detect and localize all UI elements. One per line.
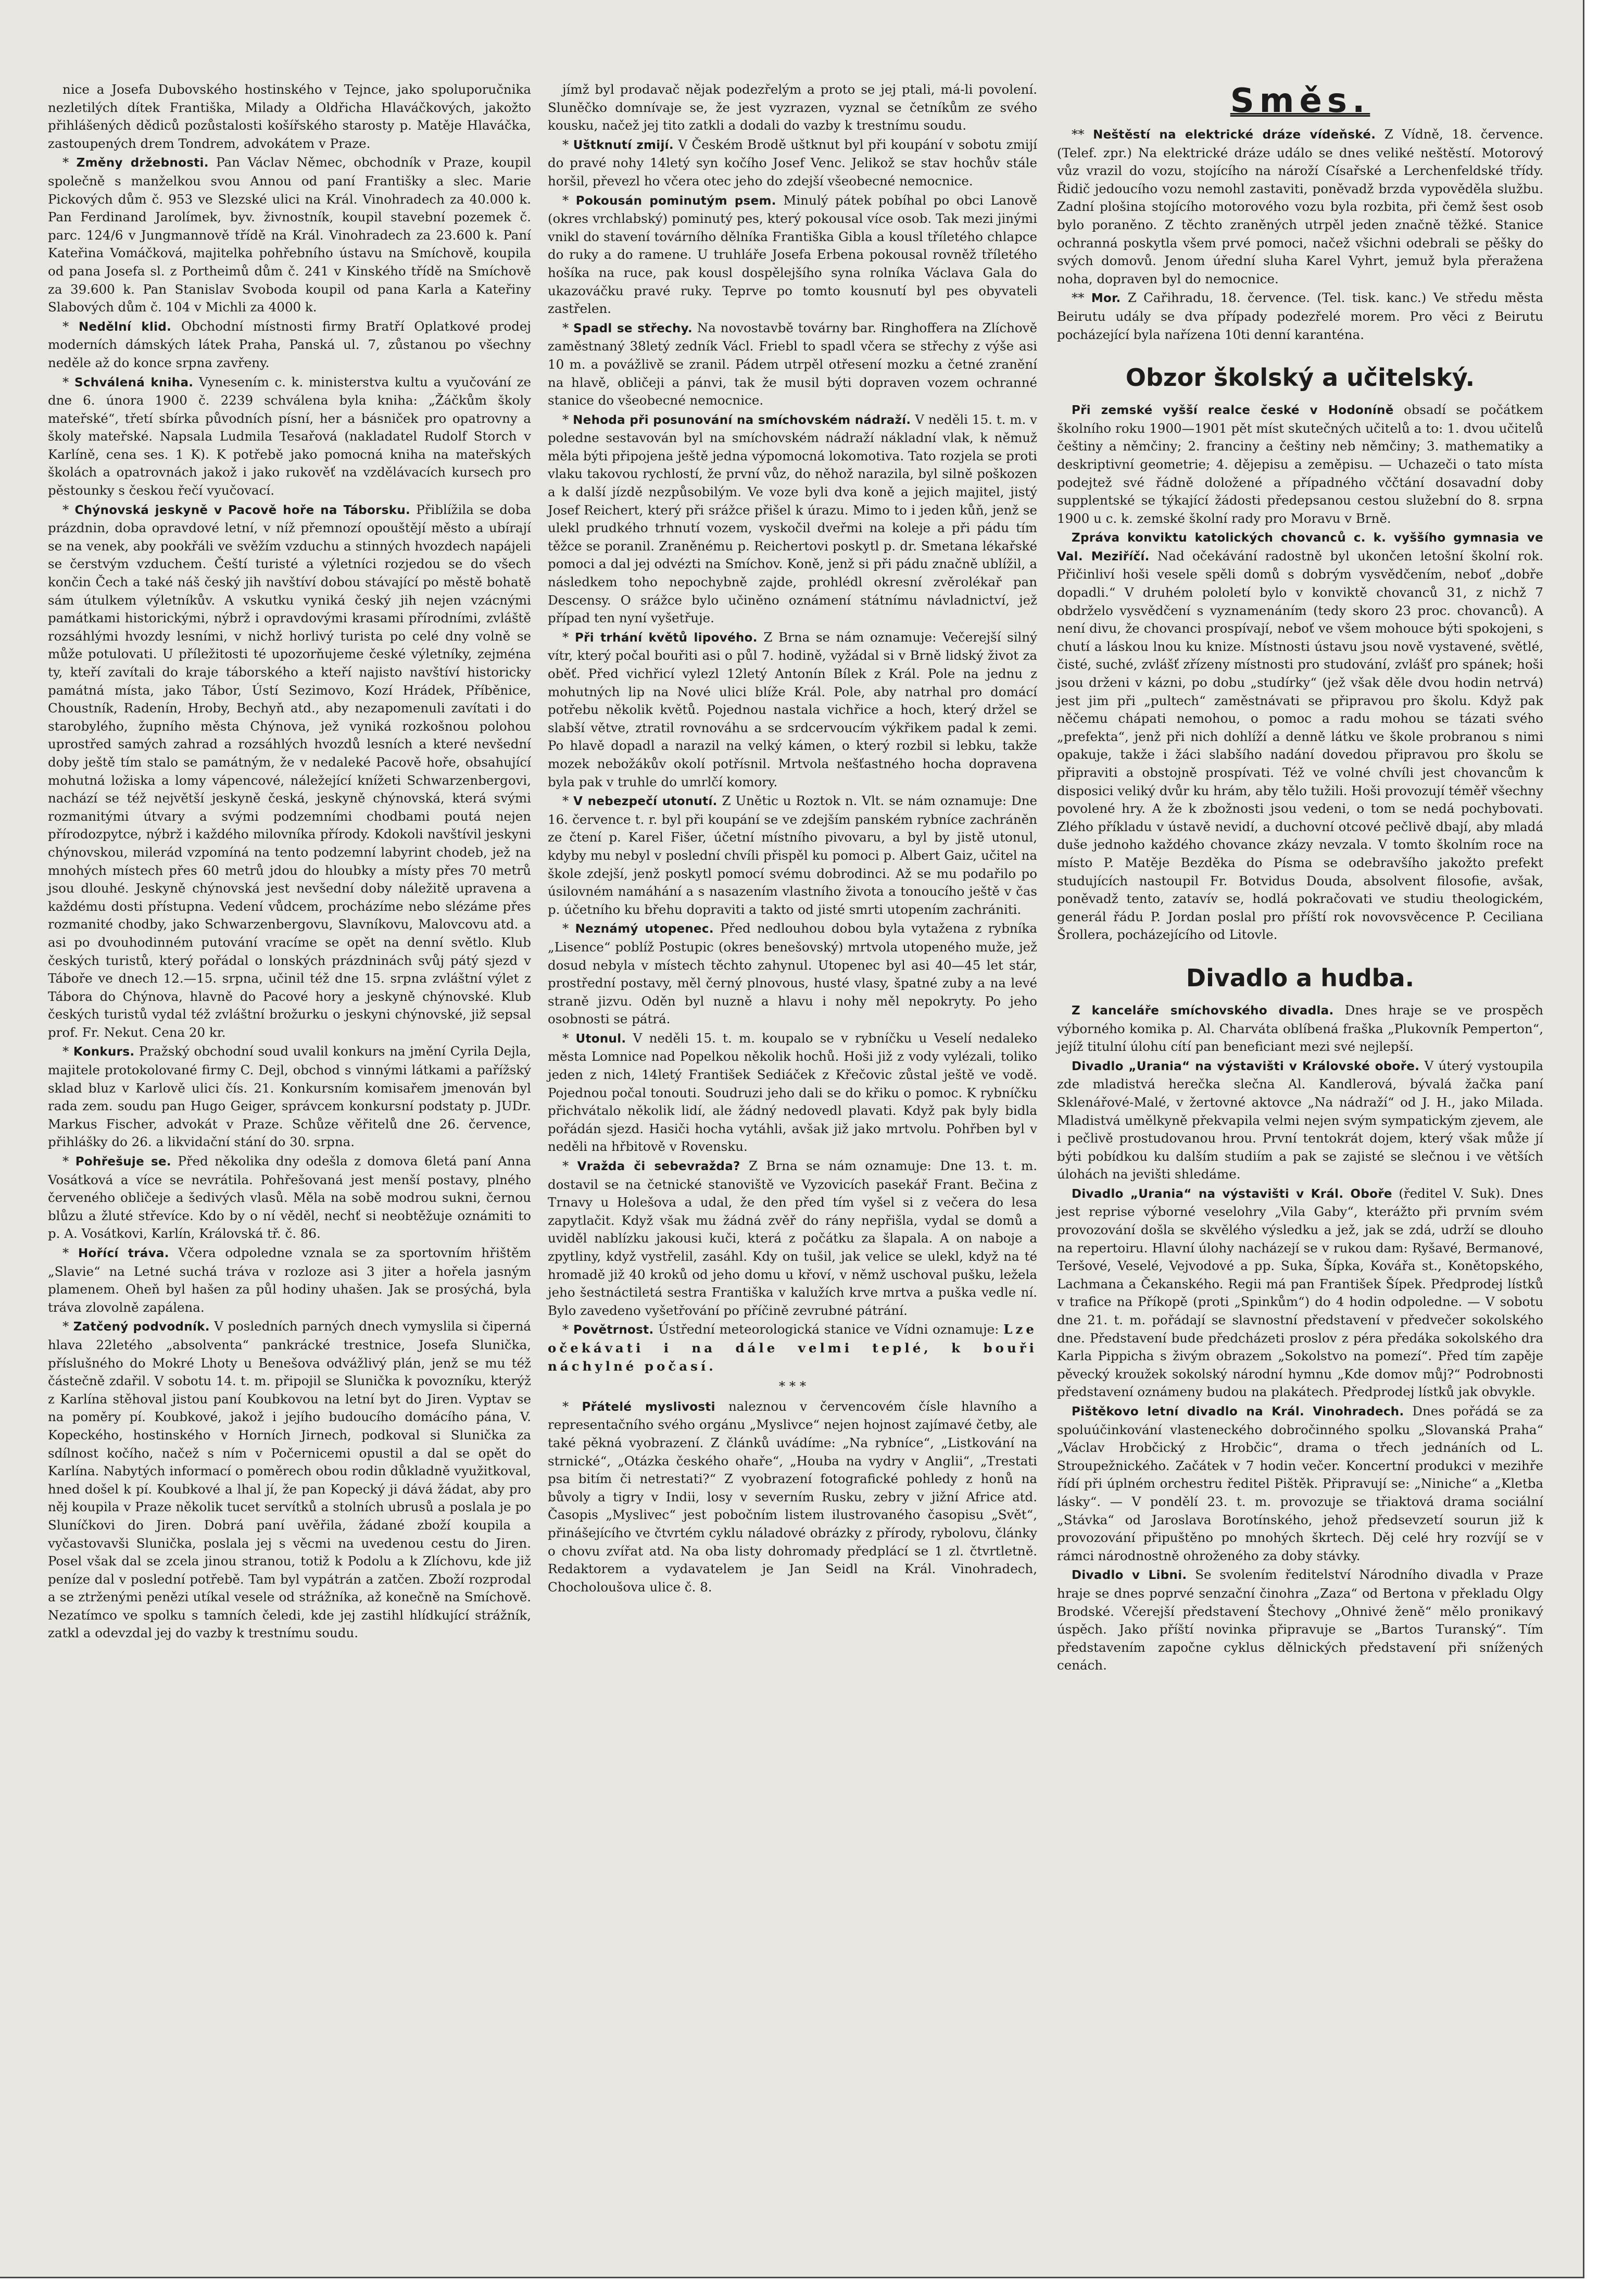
article: * Chýnovská jeskyně v Pacově hoře na Táborsku. Přiblížila se doba prázdnin, doba opravdové letní, v níž přemnozí opouštějí město a ubírají se na venek, aby pookřáli ve svěžím vzduchu a stinných hvozdech napájeli se čerstvým vzduchem. Čeští turisté a výletníci rozjedou se do všech končin Čech a také náš český jih navštíví dobou stávající po městě bohatě sám útulkem výletníkův. A vskutku vyniká český jih nejen vzácnými památkami historickými, nýbrž i opravdovými krasami přírodními, zvláště rozsáhlými hvozdy lesními, v nichž horlivý turista po celé dny volně se může potulovati. U příležitosti té upozorňujeme české výletníky, zejména ty, kteří zavítali do kraje táborského a kteří najisto navštíví historicky památná místa, jako Tábor, Ústí Sezimovo, Kozí Hrádek, Příběnice, Choustník, Radenín, Hroby, Bechyň atd., aby nezapomenuli zavítati i do starobylého, župního města Chýnova, jež vyniká rozkošnou polohou uprostřed samých zahrad a rozsáhlých hvozdů lesních a které nevšední doby ještě tím stalo se památným, že v nedaleké Pacově hoře, obsahující mohutná ložiska a lomy vápencové, náležející knížeti Schwarzenbergovi, nachází se též největší jeskyně česká, jeskyně chýnovská, která svými rozmanitými útvary a svými podzemními chodbami poutá nejen přírodozpytce, nýbrž i každého milovníka přírody. Kdokoli navštívil jeskyni chýnovskou, milerád vzpomíná na tento podzemní labyrint chodeb, jež na mnohých místech přes 60 metrů jdou do hloubky a místy přes 70 metrů jsou dlouhé. Jeskyně chýnovská jest nevšední doby náležitě upravena a každému dosti přístupna. Vedení vůdcem, procházíme nebo slézáme přes rozmanité chodby, jako Schwarzenbergovu, Slavníkovu, Malovcovu atd. a asi po dvouhodinném putování vracíme se opět na denní světlo. Klub českých turistů, který pořádal o lonských prázdninách svůj pátý sjezd v Táboře ve dnech 12.—15. srpna, učinil též dne 15. srpna zvláštní výlet z Tábora do Chýnova, hlavně do Pacové hory a jeskyně chýnovské. Klub českých turistů vydal též zvláštní brožurku o jeskyni chýnovské, již sepsal prof. Fr. Nekut. Cena 20 kr. [48, 501, 531, 1040]
article-body: Dnes pořádá se za spoluúčinkování vlasteneckého dobročinného spolku „Slovanská Praha“ „Václav Hrobčický z Hrobčic“, drama o třech jednáních od L. Stroupežnického. Začátek v 7 hodin večer. Koncertní produkci v mezihře řídí při úplném orchestru ředitel Pištěk. Připravují se: „Niniche“ a „Kletba lásky“. — V pondělí 23. t. m. provozuje se třiaktová drama sociální „Stávka“ od Jaroslava Borotínského, jehož předsevzetí sourun již k provozování připuštěno po mnohých škrtech. Děj celé hry rozvíjí se v rámci národnostně ohroženého za doby stávky. [1057, 1403, 1543, 1563]
article-heading: Povětrnost. [573, 1323, 654, 1337]
article-body: Dnes hraje se ve prospěch výborného komika p. Al. Charváta oblíbená fraška „Plukovník Pemperton“, jejíž titulní úlohu cítí pan beneficiant mezi své nejlepší. [1057, 1002, 1543, 1055]
article: * Utonul. V neděli 15. t. m. koupalo se v rybníčku u Veselí nedaleko města Lomnice nad Popelkou několik hochů. Hoši již z vody vylézali, toliko jeden z nich, 14letý František Sediáček z Křečovic zůstal ještě ve vodě. Pojednou počal tonouti. Soudruzi jeho dali se do křiku o pomoc. K rybníčku přichvátalo několik lidí, ale žádný nedovedl plavati. Když pak byly bidla pořádán sjezd. Hasiči hocha vytáhli, avšak již jako mrtvolu. Pohřben byl v neděli na hřbitově v Rovensku. [548, 1030, 1037, 1155]
column-3 [1057, 81, 1543, 1676]
article-body: V neděli 15. t. m. koupalo se v rybníčku u Veselí nedaleko města Lomnice nad Popelkou několik hochů. Hoši již z vody vylézali, toliko jeden z nich, 14letý František Sediáček z Křečovic zůstal ještě ve vodě. Pojednou počal tonouti. Soudruzi jeho dali se do křiku o pomoc. K rybníčku přichvátalo několik lidí, ale žádný nedovedl plavati. Když pak byly bidla pořádán sjezd. Hasiči hocha vytáhli, avšak již jako mrtvolu. Pohřben byl v neděli na hřbitově v Rovensku. [548, 1030, 1037, 1155]
article: jímž byl prodavač nějak podezřelým a proto se jej ptali, má-li povolení. Sluněčko domnívaje se, že jest vyzrazen, vyznal se četníkům ze svého kousku, načež jej tito zatkli a dodali do vazby k trestnímu soudu. [548, 82, 1037, 133]
article-heading: Zatčený podvodník. [73, 1320, 210, 1334]
article: * Povětrnost. Ústřední meteorologická stanice ve Vídni oznamuje: Lze očekávati i na dále velmi teplé, k bouři náchylné počasí. [548, 1322, 1038, 1374]
article: * Zatčený podvodník. V posledních parných dnech vymyslila si čiperná hlava 22letého „absolventa“ pankrácké trestnice, Josefa Slunička, příslušného do Mokré Lhoty u Benešova odvážlivý plán, jenž se mu též částečně zdařil. V sobotu 14. t. m. připojil se Slunička k povozníku, kterýž z Karlína stěhoval jistou paní Koubkovou na letní byt do Jiren. Vyptav se na poměry pí. Koubkové, jakož i jejího budoucího domácího pána, V. Kopeckého, hostinského v Horních Jirnech, podkoval si Slunička za sdílnost kočího, načež s ním v Počernicemi opustil a dal se opět do Karlína. Nabytých informací o poměrech obou rodin důkladně využitkoval, hned došel k pí. Koubkové a lhal jí, že pan Kopecký ji dává žádat, aby pro něj koupila v Praze několik tucet servítků a stolních ubrusů a poslala je po Sluníčkovi do Jiren. Dobrá paní uvěřila, žádané zboží koupila a vyčastovavši Slunička, poslala jej s věcmi na uvedenou cestu do Jiren. Posel však dal se zcela jinou stranou, totiž k Podolu a k Zlíchovu, kde již peníze dal v poslední potřebě. Tam byl vypátrán a zatčen. Zboží rozprodal a se ztrženými penězi utíkal vesele od strážníka, až konečně na Smíchově. Nezatímco ve spolku s tamních čeledi, kde jej zastihl hlídkující strážník, zatkl a odevzdal jej do vazby k trestnímu soudu. [48, 1319, 531, 1641]
article-heading: V nebezpečí utonutí. [573, 795, 717, 809]
article-body: Obchodní místnosti firmy Bratří Oplatkové prodej moderních dámských látek Praha, Panská ul. 7, zůstanou po všechny neděle až do konce srpna zavřeny. [48, 318, 531, 370]
article-body: Pražský obchodní soud uvalil konkurs na jmění Cyrila Dejla, majitele protokolované firmy C. Dejl, obchod s vinnými látkami a pařížský sklad bluz v Karlově ulici čís. 21. Konkursním komisařem jmenován byl rada zem. soudu pan Hugo Geiger, správcem konkursní podstaty p. JUDr. Markus Fischer, advokát v Praze. Schůze věřitelů dne 26. července, přihlášky do 26. a likvidační stání do 30. srpna. [48, 1044, 531, 1150]
article-heading: Při trhání květů lipového. [574, 631, 758, 645]
article: nice a Josefa Dubovského hostinského v Tejnce, jako spoluporučnika nezletilých dítek Františka, Milady a Oldřicha Hlaváčkových, jakožto přihlášených dědiců pozůstalosti košířského starosty p. Matěje Hlaváčka, zastoupených drem Tondrem, advokátem v Praze. [48, 82, 531, 151]
article [1057, 1185, 1543, 1401]
article [1057, 401, 1543, 528]
article-heading: Neznámý utopenec. [575, 922, 714, 936]
article-heading: Pohřešuje se. [75, 1155, 171, 1169]
article: * Spadl se střechy. Na novostavbě továrny bar. Ringhoffera na Zlíchově zaměstnaný 38letý zedník Václ. Friebl to spadl včera se střechy z výše asi 10 m. a povážlivě se zranil. Pádem utrpěl otřesení mozku a četné zranění na hlavě, obličeji a pánvi, tak že musil býti dopraven vozem ochranné stanice do všeobecné nemocnice. [548, 320, 1037, 408]
article [1057, 1402, 1543, 1565]
article-heading: Divadlo v Libni. [1072, 1569, 1187, 1583]
article-body: Ústřední meteorologická stanice ve Vídni oznamuje: [658, 1322, 999, 1337]
article: * V nebezpečí utonutí. Z Unětic u Roztok n. Vlt. se nám oznamuje: Dne 16. července t. r. byl při koupání se ve zdejším panském rybníce zachráněn ze čtení p. Karel Fišer, účetní místního pivovaru, a byl by jistě utonul, kdyby mu nebyl v poslední chvíli přispěl ku pomoci p. Albert Gaiz, učitel na škole zdejší, jenž poskytl pomocí svému dobrodinci. Až se mu podařilo po úsilovném namáhání a s nasazením vlastního života a tonoucího ještě v čas p. účetního ku břehu dopraviti a takto od jisté smrti utopením zachrániti. [548, 793, 1037, 917]
article-heading: Při zemské vyšší realce české v Hodoníně [1072, 404, 1394, 418]
article [1057, 1057, 1543, 1184]
section-title: Obzor školský a učitelský. [1125, 363, 1475, 392]
article-heading: Zpráva konviktu katolických chovanců c. k. vyššího gymnasia ve Val. Meziříčí. [1057, 531, 1543, 563]
article-heading: Vražda či sebevražda? [577, 1160, 740, 1174]
article-heading: Neštěstí na elektrické dráze vídeňské. [1093, 128, 1376, 142]
article: * Při trhání květů lipového. Z Brna se nám oznamuje: Večerejší silný vítr, který počal bouřiti asi o půl 7. hodině, vyžádal si v Brně lidský život za oběť. Před vichřicí vylezl 12letý Antonín Bílek z Král. Pole na jednu z mohutných lip na Nové ulici blíže Král. Pole, aby natrhal pro domácí potřebu několik květů. Pojednou nastala vichřice a hoch, který držel se slabší větve, ztratil rovnováhu a se srdcervoucím výkřikem padal k zemi. Po hlavě dopadl a narazil na velký kámen, o který rozbil si lebku, takže mozek nebožákův okolí potřísnil. Mrtvola nešťastného hocha dopravena byla pak v truhle do umrlčí komory. [548, 629, 1037, 789]
article: ** Mor. Z Cařihradu, 18. července. (Tel. tisk. kanc.) Ve středu města Beirutu udály se dva případy podezřelé morem. Pro věci z Beirutu pocházející byla nařízena 10ti denní karanténa. [1057, 290, 1543, 342]
article: * Nehoda při posunování na smíchovském nádraží. V neděli 15. t. m. v poledne sestavován byl na smíchovském nádraží nákladní vlak, k němuž měla býti připojena ještě jedna výpomocná lokomotiva. Tato rozjela se proti vlaku takovou rychlostí, že první vůz, do něhož narazila, byl silně poškozen a k další jízdě nezpůsobilým. Ve voze byli dva koně a jejich majitel, jistý Josef Reichert, který při srážce přišel k úrazu. Mimo to i jeden kůň, jenž se ulekl prudkého trhnutí vozem, vyskočil dveřmi na koleje a při pádu tím těžce se poranil. Zraněnému p. Reichertovi poskytl p. dr. Smetana lékařské pomoci a dal jej odvézti na Smíchov. Koně, jenž si při pádu značně ublížil, a následkem toho nepochybně zajde, prohlédl okresní zvěrolékař pan Descensy. O srážce bylo učiněno oznámení státnímu návladnictví, jež případ ten nyní vyšetřuje. [548, 411, 1037, 626]
article-heading: Divadlo „Urania“ na výstavišti v Královské oboře. [1072, 1059, 1420, 1073]
article-heading: Pokousán pominutým psem. [575, 194, 776, 208]
article-body: Z Unětic u Roztok n. Vlt. se nám oznamuje: Dne 16. července t. r. byl při koupání se ve zdejším panském rybníce zachráněn ze čtení p. Karel Fišer, účetní místního pivovaru, a byl by jistě utonul, kdyby mu nebyl v poslední chvíli přispěl ku pomoci p. Albert Gaiz, učitel na škole zdejší, jenž poskytl pomocí svému dobrodinci. Až se mu podařilo po úsilovném namáhání a s nasazením vlastního života a tonoucího ještě v čas p. účetního ku břehu dopraviti a takto od jisté smrti utopením zachrániti. [548, 793, 1037, 917]
article-heading: Nedělní klid. [79, 320, 172, 334]
article: * Uštknutí zmijí. V Českém Brodě uštknut byl při koupání v sobotu zmijí do pravé nohy 14letý syn kočího Josef Venc. Jelikož se stav hochův stále horšil, převezl ho včera otec jeho do zdejší všeobecné nemocnice. [548, 136, 1037, 189]
article-body: Vynesením c. k. ministerstva kultu a vyučování ze dne 6. února 1900 č. 2239 schválena byla kniha: „Žáčkům školy mateřské“, třetí sbírka původních písní, her a básniček pro opatrovny a školy mateřské. Napsala Ludmila Tesařová (nakladatel Rudolf Storch v Karlíně, cena ses. 1 K). K potřebě jako pomocná kniha na mateřských školách a opatrovnách jakož i jako rukověť na vzdělávacích kursech pro pěstounky s českou řečí vyučovací. [48, 374, 531, 498]
article-body: Z Brna se nám oznamuje: Večerejší silný vítr, který počal bouřiti asi o půl 7. hodině, vyžádal si v Brně lidský život za oběť. Před vichřicí vylezl 12letý Antonín Bílek z Král. Pole na jednu z mohutných lip na Nové ulici blíže Král. Pole, aby natrhal pro domácí potřebu několik květů. Pojednou nastala vichřice a hoch, který držel se slabší větve, ztratil rovnováhu a se srdcervoucím výkřikem padal k zemi. Po hlavě dopadl a narazil na velký kámen, o který rozbil si lebku, takže mozek nebožákův okolí potřísnil. Mrtvola nešťastného hocha dopravena byla pak v truhle do umrlčí komory. [548, 629, 1037, 789]
article-heading: Mor. [1091, 292, 1121, 306]
article-body: V posledních parných dnech vymyslila si čiperná hlava 22letého „absolventa“ pankrácké trestnice, Josefa Slunička, příslušného do Mokré Lhoty u Benešova odvážlivý plán, jenž se mu též částečně zdařil. V sobotu 14. t. m. připojil se Slunička k povozníku, kterýž z Karlína stěhoval jistou paní Koubkovou na letní byt do Jiren. Vyptav se na poměry pí. Koubkové, jakož i jejího budoucího domácího pána, V. Kopeckého, hostinského v Horních Jirnech, podkoval si Slunička za sdílnost kočího, načež s ním v Počernicemi opustil a dal se opět do Karlína. Nabytých informací o poměrech obou rodin důkladně využitkoval, hned došel k pí. Koubkové a lhal jí, že pan Kopecký ji dává žádat, aby pro něj koupila v Praze několik tucet servítků a stolních ubrusů a poslala je po Sluníčkovi do Jiren. Dobrá paní uvěřila, žádané zboží koupila a vyčastovavši Slunička, poslala jej s věcmi na uvedenou cestu do Jiren. Posel však dal se zcela jinou stranou, totiž k Podolu a k Zlíchovu, kde již peníze dal v poslední potřebě. Tam byl vypátrán a zatčen. Zboží rozprodal a se ztrženými penězi utíkal vesele od strážníka, až konečně na Smíchově. Nezatímco ve spolku s tamních čeledi, kde jej zastihl hlídkující strážník, zatkl a odevzdal jej do vazby k trestnímu soudu. [48, 1319, 531, 1641]
article: ** Neštěstí na elektrické dráze vídeňské. Z Vídně, 18. července. (Telef. zpr.) Na elektrické dráze událo se dnes veliké neštěstí. Motorový vůz vrazil do vozu, stojícího na nároží Císařské a Lerchenfeldské třídy. Řidič jedoucího vozu nemohl zastaviti, poněvadž brzda vypověděla službu. Zadní plošina stojícího motorového vozu byla rozbita, při čemž šest osob bylo poraněno. Z těchto zraněných utrpěl jeden značně těžké. Stanice ochranná poskytla všem prvé pomoci, načež všichni odebrali se pěšky do svých domovů. Jenom úřední sluha Karel Vyhrt, jemuž byla přeražena noha, dopraven byl do nemocnice. [1057, 127, 1543, 286]
article: * Pokousán pominutým psem. Minulý pátek pobíhal po obci Lanově (okres vrchlabský) pominutý pes, který pokousal více osob. Tak mezi jinými vnikl do stavení továrního dělníka Františka Gibla a kousl tříletého chlapce do ruky a do ramene. U truhláře Josefa Erbena pokousal rovněž tříletého hošíka na ruce, pak kousl dospělejšího syna rolníka Václava Gala do ukazováčku pravé ruky. Teprve po tomto kousnutí byl pes obyvateli zastřelen. [548, 192, 1037, 317]
article-heading: Hořící tráva. [78, 1247, 169, 1260]
article-body: V úterý vystoupila zde mladistvá herečka slečna Al. Kandlerová, bývalá žačka paní Sklenářové-Malé, v žertovné aktovce „Na nádraží“ od J. H., jako Milada. Mladistvá umělkyně překvapila velmi nejen svým sympatickým zjevem, ale i pečlivě prostudovanou hrou. První tentokrát dojem, který však může jí býti pobídkou ku dalším studiím a pak se zajisté se slečnou i ve větších úlohách na jevišti shledáme. [1057, 1058, 1543, 1182]
article-heading: Pištěkovo letní divadlo na Král. Vinohradech. [1072, 1405, 1404, 1419]
article-heading: Schválená kniha. [74, 375, 194, 390]
column-2 [548, 81, 1037, 1597]
article-heading: Z kanceláře smíchovského divadla. [1072, 1003, 1334, 1018]
article-heading: Změny držebnosti. [76, 156, 209, 170]
article-heading: Chýnovská jeskyně v Pacově hoře na Táborsku. [74, 503, 411, 517]
article: * Schválená kniha. Vynesením c. k. ministerstva kultu a vyučování ze dne 6. února 1900 č. 2239 schválena byla kniha: „Žáčkům školy mateřské“, třetí sbírka původních písní, her a básniček pro opatrovny a školy mateřské. Napsala Ludmila Tesařová (nakladatel Rudolf Storch v Karlíně, cena ses. 1 K). K potřebě jako pomocná kniha na mateřských školách a opatrovnách jakož i jako rukověť na vzdělávacích kursech pro pěstounky s českou řečí vyučovací. [48, 374, 531, 498]
article-body: V neděli 15. t. m. v poledne sestavován byl na smíchovském nádraží nákladní vlak, k němuž měla býti připojena ještě jedna výpomocná lokomotiva. Tato rozjela se proti vlaku takovou rychlostí, že první vůz, do něhož narazila, byl silně poškozen a k další jízdě nezpůsobilým. Ve voze byli dva koně a jejich majitel, jistý Josef Reichert, který při srážce přišel k úrazu. Mimo to i jeden kůň, jenž se ulekl prudkého trhnutí vozem, vyskočil dveřmi na koleje a při pádu tím těžce se poranil. Zraněnému p. Reichertovi poskytl p. dr. Smetana lékařské pomoci a dal jej odvézti na Smíchov. Koně, jenž si při pádu značně ublížil, a následkem toho nepochybně zajde, prohlédl okresní zvěrolékař pan Descensy. O srážce bylo učiněno oznámení státnímu návladnictví, jež případ ten nyní vyšetřuje. [548, 411, 1037, 626]
article: * Neznámý utopenec. Před nedlouhou dobou byla vytažena z rybníka „Lisence“ poblíž Postupic (okres benešovský) mrtvola utopeného muže, jež dosud nebyla v místech těchto zahynul. Utopenec byl asi 40—45 let stár, prostřední postavy, měl černý plnovous, husté vlasy, špatné zuby a na levé straně jizvu. Oděn byl nuzně a hlavu i nohy měl nepokryty. Po jeho osobnosti se pátrá. [548, 921, 1038, 1027]
article-body: Na novostavbě továrny bar. Ringhoffera na Zlíchově zaměstnaný 38letý zedník Václ. Friebl to spadl včera se střechy z výše asi 10 m. a povážlivě se zranil. Pádem utrpěl otřesení mozku a četné zranění na hlavě, obličeji a pánvi, tak že musil býti dopraven vozem ochranné stanice do všeobecné nemocnice. [548, 320, 1037, 408]
article-body: Pan Václav Němec, obchodník v Praze, koupil společně s manželkou svou Annou od paní Františky a slec. Marie Pickových dům č. 953 ve Slezské ulici na Král. Vinohradech za 40.000 k. Pan Ferdinand Jarolímek, byv. živnostník, koupil stavební pozemek č. parc. 124/6 v Jungmannově třídě na Král. Vinohradech za 23.600 k. Paní Kateřina Vomáčková, majitelka pohřebního ústavu na Smíchově, koupila od pana Josefa sl. z Portheimů dům č. 241 v Kinského třídě na Smíchově za 39.600 k. Pan Stanislav Svoboda koupil od pana Karla a Kateřiny Slabových dům č. 104 v Michli za 4000 k. [48, 155, 531, 315]
article-body: Před několika dny odešla z domova 6letá paní Anna Vosátková a více se nevrátila. Pohřešovaná jest menší postavy, plného červeného obličeje a šedivých vlasů. Měla na sobě modrou sukni, černou blůzu a žluté střevíce. Kdo by o ní věděl, nechť si neobtěžuje oznámiti to p. A. Vosátkovi, Karlín, Královská tř. č. 86. [48, 1153, 531, 1241]
article-heading: Nehoda při posunování na smíchovském nádraží. [573, 413, 911, 427]
article-body: Minulý pátek pobíhal po obci Lanově (okres vrchlabský) pominutý pes, který pokousal více osob. Tak mezi jinými vnikl do stavení továrního dělníka Františka Gibla a kousl tříletého chlapce do ruky a do ramene. U truhláře Josefa Erbena pokousal rovněž tříletého hošíka na ruce, pak kousl dospělejšího syna rolníka Václava Gala do ukazováčku pravé ruky. Teprve po tomto kousnutí byl pes obyvateli zastřelen. [548, 192, 1037, 317]
article-heading: Uštknutí zmijí. [573, 138, 674, 152]
article-heading: Přátelé myslivosti [582, 1400, 715, 1414]
article-body: V Českém Brodě uštknut byl při koupání v sobotu zmijí do pravé nohy 14letý syn kočího Josef Venc. Jelikož se stav hochův stále horšil, převezl ho včera otec jeho do zdejší všeobecné nemocnice. [548, 136, 1037, 189]
article-body: (ředitel V. Suk). Dnes jest reprise výborné veselohry „Vila Gaby“, kterážto při prvním svém provozování došla se skvělého výsledku a jež, jak se zdá, udrží se dlouho na repertoiru. Hlavní úlohy nacházejí se v rukou dam: Ryšavé, Bermanové, Teršové, Veselé, Vejvodové a pp. Suka, Šípka, Kovářa st., Konětopského, Lachmana a Čekanského. Regii má pan František Šípek. Předprodej lístků v trafice na Příkopě (proti „Spinkům“) do 4 hodin odpoledne. — V sobotu dne 21. t. m. pořádají se slavnostní představení v předvečer sokolského dne. Představení bude předcházeti proslov z péra předáka sokolského dra Karla Pippicha s živým obrazem „Sokolstvo na pomezí“. Před tím zapěje pěvecký kroužek sokolský národní hymnu „Kde domov můj?“ Podrobnosti představení oznámeny budou na plakátech. Předprodej lístků jak obvykle. [1057, 1185, 1543, 1400]
separator: * * * [778, 1378, 807, 1394]
article: * Vražda či sebevražda? Z Brna se nám oznamuje: Dne 13. t. m. dostavil se na četnické stanoviště ve Vyzovicích pasekář Frant. Bečina z Trnavy u Holešova a udal, že den před tím vyšel si z večera do lesa zapytlačit. Když však mu žádná zvěř do rány nepřišla, vydal se domů a uviděl nablízku jakousi kuči, která z počátku za šlapala. A on naboje a zpytliny, když vystřelil, zasáhl. Kdy on tušil, jak velice se ulekl, když na té hromadě již 40 kroků od jeho domu u křoví, v němž uschoval pušku, ležela jeho šestnáctiletá sestra Františka v kalužích krve mrtva a puška vedle ní. Bylo zavedeno vyšetřování po příčině zevrubné pátrání. [548, 1158, 1038, 1318]
article-heading: Spadl se střechy. [573, 321, 693, 335]
article-body: Z Brna se nám oznamuje: Dne 13. t. m. dostavil se na četnické stanoviště ve Vyzovicích pasekář Frant. Bečina z Trnavy u Holešova a udal, že den před tím vyšel si z večera do lesa zapytlačit. Když však mu žádná zvěř do rány nepřišla, vydal se domů a uviděl nablízku jakousi kuči, která z počátku za šlapala. A on naboje a zpytliny, když vystřelil, zasáhl. Kdy on tušil, jak velice se ulekl, když na té hromadě již 40 kroků od jeho domu u křoví, v němž uschoval pušku, ležela jeho šestnáctiletá sestra Františka v kalužích krve mrtva a puška vedle ní. Bylo zavedeno vyšetřování po příčině zevrubné pátrání. [548, 1158, 1038, 1318]
article-body: Před nedlouhou dobou byla vytažena z rybníka „Lisence“ poblíž Postupic (okres benešovský) mrtvola utopeného muže, jež dosud nebyla v místech těchto zahynul. Utopenec byl asi 40—45 let stár, prostřední postavy, měl černý plnovous, husté vlasy, špatné zuby a na levé straně jizvu. Oděn byl nuzně a hlavu i nohy měl nepokryty. Po jeho osobnosti se pátrá. [548, 921, 1038, 1027]
section-title: Divadlo a hudba. [1186, 963, 1415, 992]
article: * Změny držebnosti. Pan Václav Němec, obchodník v Praze, koupil společně s manželkou svou Annou od paní Františky a slec. Marie Pickových dům č. 953 ve Slezské ulici na Král. Vinohradech za 40.000 k. Pan Ferdinand Jarolímek, byv. živnostník, koupil stavební pozemek č. parc. 124/6 v Jungmannově třídě na Král. Vinohradech za 23.600 k. Paní Kateřina Vomáčková, majitelka pohřebního ústavu na Smíchově, koupila od pana Josefa sl. z Portheimů dům č. 241 v Kinského třídě na Smíchově za 39.600 k. Pan Stanislav Svoboda koupil od pana Karla a Kateřiny Slabových dům č. 104 v Michli za 4000 k. [48, 155, 531, 315]
article-body: Přiblížila se doba prázdnin, doba opravdové letní, v níž přemnozí opouštějí město a ubírají se na venek, aby pookřáli ve svěžím vzduchu a stinných hvozdech napájeli se čerstvým vzduchem. Čeští turisté a výletníci rozjedou se do všech končin Čech a také náš český jih navštíví dobou stávající po městě bohatě sám útulkem výletníkův. A vskutku vyniká český jih nejen vzácnými památkami historickými, nýbrž i opravdovými krasami přírodními, zvláště rozsáhlými hvozdy lesními, v nichž horlivý turista po celé dny volně se může potulovati. U příležitosti té upozorňujeme české výletníky, zejména ty, kteří zavítali do kraje táborského a kteří najisto navštíví historicky památná místa, jako Tábor, Ústí Sezimovo, Kozí Hrádek, Příběnice, Choustník, Radenín, Hroby, Bechyň atd., aby nezapomenuli zavítati i do starobylého, župního města Chýnova, jež vyniká rozkošnou polohou uprostřed samých zahrad a rozsáhlých hvozdů lesních a které nevšední doby ještě tím stalo se památným, že v nedaleké Pacově hoře, obsahující mohutná ložiska a lomy vápencové, náležející knížeti Schwarzenbergovi, nachází se též největší jeskyně česká, jeskyně chýnovská, která svými rozmanitými útvary a svými podzemními chodbami poutá nejen přírodozpytce, nýbrž i každého milovníka přírody. Kdokoli navštívil jeskyni chýnovskou, milerád vzpomíná na tento podzemní labyrint chodeb, jež na mnohých místech přes 60 metrů jdou do hloubky a místy přes 70 metrů jsou dlouhé. Jeskyně chýnovská jest nevšední doby náležitě upravena a každému dosti přístupna. Vedení vůdcem, procházíme nebo slézáme přes rozmanité chodby, jako Schwarzenbergovu, Slavníkovu, Malovcovu atd. a asi po dvouhodinném putování vracíme se opět na denní světlo. Klub českých turistů, který pořádal o lonských prázdninách svůj pátý sjezd v Táboře ve dnech 12.—15. srpna, učinil též dne 15. srpna zvláštní výlet z Tábora do Chýnova, hlavně do Pacové hory a jeskyně chýnovské. Klub českých turistů vydal též zvláštní brožurku o jeskyni chýnovské, již sepsal prof. Fr. Nekut. Cena 20 kr. [48, 501, 531, 1040]
article [1057, 1566, 1543, 1675]
article [1057, 529, 1543, 944]
article: * Přátelé myslivosti naleznou v červencovém čísle hlavního a representačního svého orgánu „Myslivce“ nejen hojnost zajímavé četby, ale také pěkná vyobrazení. Z článků uvádíme: „Na rybníce“, „Listkování na strnické“, „Otázka českého ohaře“, „Houba na vydry v Anglii“, „Trestati psa bitím či netrestati?“ Z vyobrazení fotografické pohledy z honů na bůvoly a tigry v Indii, losy v severním Rusku, zebry v jižní Africe atd. Časopis „Myslivec“ jest pobočním listem ilustrovaného časopisu „Svět“, přinášejícího ve čtvrtém cyklu náladové obrázky z přírody, rybolovu, články o chovu zvířat atd. Na oba listy dohromady předplácí se 1 zl. čtvrtletně. Redaktorem a vydavatelem je Jan Seidl na Král. Vinohradech, Chocholoušova ulice č. 8. [548, 1398, 1038, 1595]
column-1 [48, 81, 531, 1643]
article [1057, 1001, 1543, 1056]
article: * Hořící tráva. Včera odpoledne vznala se za sportovním hřištěm „Slavie“ na Letné suchá tráva v rozloze asi 3 jiter a hořela jasným plamenem. Oheň byl hašen za půl hodiny uhašen. Jak se prosýchá, byla tráva zlovolně zapálena. [48, 1245, 531, 1315]
article-body: Z Vídně, 18. července. (Telef. zpr.) Na elektrické dráze událo se dnes veliké neštěstí. Motorový vůz vrazil do vozu, stojícího na nároží Císařské a Lerchenfeldské třídy. Řidič jedoucího vozu nemohl zastaviti, poněvadž brzda vypověděla službu. Zadní plošina stojícího motorového vozu byla rozbita, při čemž šest osob bylo poraněno. Z těchto zraněných utrpěl jeden značně těžké. Stanice ochranná poskytla všem prvé pomoci, načež všichni odebrali se pěšky do svých domovů. Jenom úřední sluha Karel Vyhrt, jemuž byla přeražena noha, dopraven byl do nemocnice. [1057, 127, 1543, 286]
article: * Pohřešuje se. Před několika dny odešla z domova 6letá paní Anna Vosátková a více se nevrátila. Pohřešovaná jest menší postavy, plného červeného obličeje a šedivých vlasů. Měla na sobě modrou sukni, černou blůzu a žluté střevíce. Kdo by o ní věděl, nechť si neobtěžuje oznámiti to p. A. Vosátkovi, Karlín, Královská tř. č. 86. [48, 1153, 531, 1241]
article: * Konkurs. Pražský obchodní soud uvalil konkurs na jmění Cyrila Dejla, majitele protokolované firmy C. Dejl, obchod s vinnými látkami a pařížský sklad bluz v Karlově ulici čís. 21. Konkursním komisařem jmenován byl rada zem. soudu pan Hugo Geiger, správcem konkursní podstaty p. JUDr. Markus Fischer, advokát v Praze. Schůze věřitelů dne 26. července, přihlášky do 26. a likvidační stání do 30. srpna. [48, 1044, 531, 1150]
article-body: Nad očekávání radostně byl ukončen letošní školní rok. Přičinliví hoši vesele spěli domů s dobrým vysvědčením, neboť „dobře dopadli.“ V druhém pololetí bylo v konviktě chovanců 31, z nichž 7 obdrželo vysvědčení s vyznamenáním (tedy skoro 23 proc. chovanců). A není divu, že chovanci prospívají, neboť ve všem mohouce býti spokojeni, s chutí a láskou lnou ku knize. Místnosti ústavu jsou nově vystavené, světlé, čisté, suché, zvlášť zřízeny místnosti pro studování, zvlášť pro spánek; hoši jsou drženi v kázni, po dobu „studírky“ (jež však děle dvou hodin netrvá) jest jim při „pultech“ zaměstnávati se připravou pro školu. Když pak něčemu chápati nemohou, o pomoc a radu mohou se tázati svého „prefekta“, jenž při nich dohlíží a denně látku ve škole probranou s nimi opakuje, takže i žáci slabšího nadání dovedou připravou pro školu se připraviti a obstojně prospívati. Též ve volné chvíli jest chovancům k disposici veliký dvůr ku hrám, aby tělo tužili. Hoši provozují téměř všechny povolené hry. A že k zbožnosti jsou vedeni, o tom se nedá pochybovati. Zlého příkladu v ústavě nevidí, a duchovní otcové pečlivě dbají, aby mladá duše jednoho každého chovance zkázy nevzala. V tomto školním roce na místo P. Matěje Bezděka do Písma se odebravšího jakožto prefekt studujících nastoupil Fr. Botvidus Douda, absolvent filosofie, avšak, poněvadž tento, zatavív se, hodlá pokračovati ve studiu theologickém, generál řádu P. Jordan poslal pro příští rok novovsvěcence P. Ceciliana Šrollera, pocházejícího od Litovle. [1057, 548, 1543, 943]
article-heading: Divadlo „Urania“ na výstavišti v Král. Oboře [1072, 1187, 1392, 1201]
section-title: Směs. [1230, 82, 1370, 120]
article-heading: Konkurs. [73, 1045, 135, 1059]
article-body: Včera odpoledne vznala se za sportovním hřištěm „Slavie“ na Letné suchá tráva v rozloze asi 3 jiter a hořela jasným plamenem. Oheň byl hašen za půl hodiny uhašen. Jak se prosýchá, byla tráva zlovolně zapálena. [48, 1245, 531, 1315]
article-body: naleznou v červencovém čísle hlavního a representačního svého orgánu „Myslivce“ nejen hojnost zajímavé četby, ale také pěkná vyobrazení. Z článků uvádíme: „Na rybníce“, „Listkování na strnické“, „Otázka českého ohaře“, „Houba na vydry v Anglii“, „Trestati psa bitím či netrestati?“ Z vyobrazení fotografické pohledy z honů na bůvoly a tigry v Indii, losy v severním Rusku, zebry v jižní Africe atd. Časopis „Myslivec“ jest pobočním listem ilustrovaného časopisu „Svět“, přinášejícího ve čtvrtém cyklu náladové obrázky z přírody, rybolovu, články o chovu zvířat atd. Na oba listy dohromady předplácí se 1 zl. čtvrtletně. Redaktorem a vydavatelem je Jan Seidl na Král. Vinohradech, Chocholoušova ulice č. 8. [548, 1398, 1038, 1595]
article-body: Z Cařihradu, 18. července. (Tel. tisk. kanc.) Ve středu města Beirutu udály se dva případy podezřelé morem. Pro věci z Beirutu pocházející byla nařízena 10ti denní karanténa. [1057, 290, 1543, 342]
article-body: obsadí se počátkem školního roku 1900—1901 pět míst skutečných učitelů a to: 1. dvou učitelů češtiny a němčiny; 2. franciny a češtiny neb němčiny; 3. mathematiky a deskriptivní geometrie; 4. dějepisu a zeměpisu. — Uchazeči o tato místa podejtež své řádně doložené a případného vččtání dosavadní doby supplentské se týkající žádosti předepsanou cestou služební do 8. srpna 1900 u c. k. zemské školní rady pro Moravu v Brně. [1057, 402, 1543, 526]
article: * Nedělní klid. Obchodní místnosti firmy Bratří Oplatkové prodej moderních dámských látek Praha, Panská ul. 7, zůstanou po všechny neděle až do konce srpna zavřeny. [48, 318, 531, 370]
article-heading: Utonul. [575, 1032, 626, 1046]
article-body: Se svolením ředitelství Národního divadla v Praze hraje se dnes poprvé senzační činohra „Zaza“ od Bertona v překladu Olgy Brodské. Včerejší představení Štechovy „Ohnivé ženě“ mělo pronikavý úspěch. Jako příští novinka připravuje se „Bartos Turanský“. Tím představením započne cyklus dělnických představení při snížených cenách. [1057, 1567, 1543, 1673]
weather-forecast: Lze očekávati i na dále velmi teplé, k bouři náchylné počasí. [548, 1322, 1038, 1374]
